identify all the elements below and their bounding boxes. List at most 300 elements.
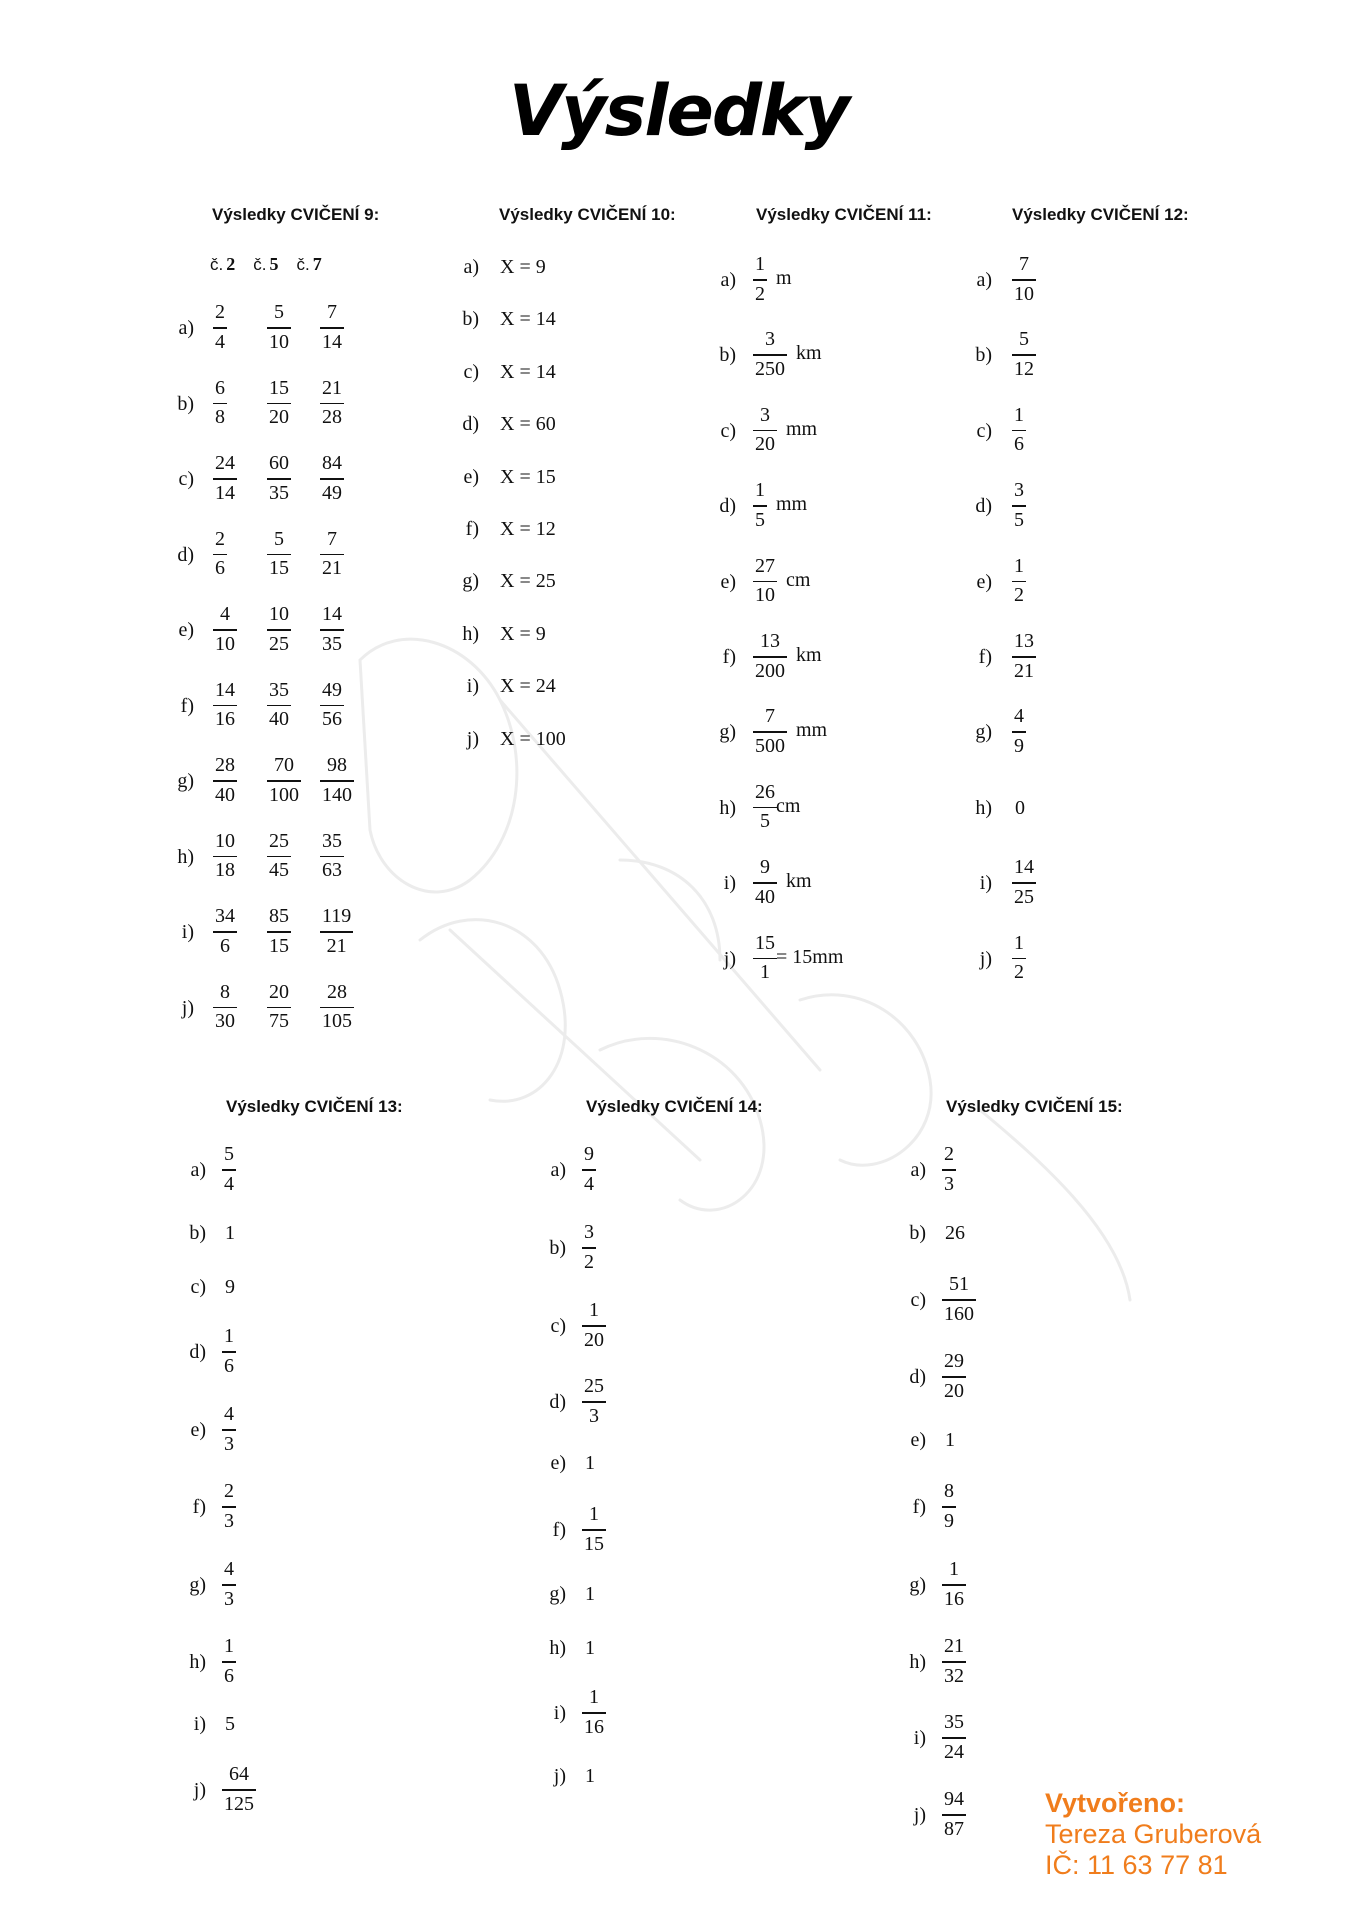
credit-title: Vytvořeno: — [1045, 1788, 1186, 1818]
fraction-bar — [1012, 581, 1026, 583]
fraction-ex11 — [753, 629, 787, 683]
fraction-bar — [213, 403, 227, 405]
fraction-bar — [267, 1007, 291, 1009]
denominator: 14 — [215, 481, 235, 504]
row-label: h) — [909, 1651, 926, 1673]
row-label: d) — [719, 495, 736, 518]
fraction-ex9 — [267, 451, 291, 505]
fraction-bar — [582, 1401, 606, 1403]
denominator: 140 — [322, 783, 352, 806]
section-header-ex13: Výsledky CVIČENÍ 13: — [226, 1097, 403, 1116]
numerator: 21 — [322, 376, 342, 399]
row-label: f) — [552, 1519, 566, 1541]
credit-id: IČ: 11 63 77 81 — [1045, 1850, 1228, 1880]
column-number: 5 — [269, 254, 279, 274]
row-label: j) — [466, 727, 479, 750]
fraction-bar — [942, 1506, 956, 1508]
denominator: 1 — [760, 961, 770, 984]
fraction-ex9 — [213, 300, 227, 354]
row-label: f) — [180, 694, 194, 717]
denominator: 9 — [944, 1509, 954, 1532]
denominator: 4 — [584, 1172, 594, 1195]
numerator: 4 — [224, 1403, 234, 1425]
equation-value: X = 14 — [500, 308, 556, 331]
row-label: e) — [720, 570, 736, 593]
denominator: 40 — [755, 885, 775, 908]
fraction-ex12 — [1012, 855, 1036, 909]
fraction-ex9 — [213, 602, 237, 656]
equation-value: X = 60 — [500, 413, 556, 436]
fraction-bar — [213, 327, 227, 329]
fraction-ex9 — [320, 904, 353, 958]
fraction-ex11 — [753, 704, 787, 758]
denominator: 6 — [215, 557, 225, 579]
denominator: 250 — [755, 357, 785, 380]
fraction-bar — [753, 731, 787, 733]
fraction-bar — [320, 705, 344, 707]
row-label: j) — [979, 947, 992, 970]
denominator: 2 — [1014, 584, 1024, 607]
row-label: a) — [190, 1159, 206, 1181]
fraction-bar — [753, 958, 777, 960]
numerator: 13 — [760, 630, 780, 652]
row-label: g) — [177, 770, 194, 792]
fraction-ex13 — [222, 1402, 236, 1456]
denominator: 20 — [755, 433, 775, 456]
fraction-ex9 — [267, 300, 291, 354]
row-label: c) — [178, 468, 194, 490]
fraction-ex13 — [222, 1479, 236, 1533]
numerator: 35 — [269, 678, 289, 701]
numerator: 1 — [589, 1686, 599, 1708]
fraction-ex9 — [320, 753, 354, 807]
numerator: 1 — [224, 1325, 234, 1347]
numerator: 4 — [220, 603, 230, 625]
numerator: 25 — [584, 1375, 604, 1397]
row-label: e) — [178, 619, 194, 641]
numerator: 5 — [274, 301, 284, 323]
fraction-bar — [753, 882, 777, 884]
denominator: 9 — [1014, 734, 1024, 757]
fraction-bar — [213, 554, 227, 556]
fraction-ex11 — [753, 855, 777, 909]
page-title: Výsledky — [508, 70, 849, 152]
numerator: 1 — [1014, 554, 1024, 577]
row-label: c) — [720, 419, 736, 442]
numerator: 26 — [755, 780, 775, 803]
numerator: 35 — [944, 1711, 964, 1733]
fraction-ex9 — [213, 451, 237, 505]
unit-label: mm — [796, 719, 828, 742]
denominator: 40 — [215, 783, 235, 806]
fraction-bar — [213, 856, 237, 858]
fraction-ex14 — [582, 1502, 606, 1556]
fraction-ex9 — [267, 904, 291, 958]
equation-value: X = 24 — [500, 675, 556, 698]
numerator: 27 — [755, 554, 775, 577]
numerator: 1 — [224, 1635, 234, 1657]
numerator: 15 — [755, 931, 775, 954]
numerator: 84 — [322, 452, 342, 474]
section-header-ex9: Výsledky CVIČENÍ 9: — [212, 205, 380, 224]
row-label: f) — [912, 1496, 926, 1518]
fraction-bar — [213, 629, 237, 631]
column-labels — [210, 254, 340, 275]
row-label: j) — [181, 996, 194, 1019]
column-number: 2 — [226, 254, 236, 274]
row-label: f) — [192, 1496, 206, 1518]
fraction-ex11 — [753, 327, 787, 381]
row-label: h) — [719, 796, 736, 819]
row-label: g) — [549, 1583, 566, 1605]
fraction-bar — [320, 780, 354, 782]
row-label: i) — [553, 1702, 566, 1724]
numerator: 1 — [949, 1558, 959, 1580]
numerator: 5 — [274, 527, 284, 550]
numerator: 7 — [1019, 253, 1029, 275]
fraction-bar — [267, 403, 291, 405]
fraction-ex9 — [213, 753, 237, 807]
fraction-ex15 — [942, 1710, 966, 1764]
row-label: f) — [465, 518, 479, 540]
fraction-ex9 — [213, 678, 237, 732]
row-label: b) — [177, 392, 194, 415]
fraction-bar — [222, 1429, 236, 1431]
row-label: h) — [975, 796, 992, 819]
denominator: 20 — [944, 1379, 964, 1402]
numerator: 1 — [755, 479, 765, 502]
numerator: 14 — [1014, 856, 1034, 879]
numerator: 14 — [322, 603, 342, 625]
denominator: 25 — [269, 632, 289, 655]
fraction-ex15 — [942, 1634, 966, 1688]
numerator: 21 — [944, 1635, 964, 1657]
row-label: j) — [913, 1804, 926, 1826]
fraction-bar — [753, 505, 767, 507]
numerator: 1 — [755, 253, 765, 275]
fraction-ex15 — [942, 1272, 976, 1326]
fraction-ex14 — [582, 1142, 596, 1196]
fraction-ex11 — [753, 931, 777, 985]
answer-value: 1 — [585, 1583, 595, 1605]
fraction-bar — [582, 1325, 606, 1327]
answer-value: 1 — [585, 1452, 595, 1474]
row-label: d) — [549, 1391, 566, 1413]
denominator: 3 — [944, 1172, 954, 1195]
row-label: g) — [462, 570, 479, 593]
denominator: 105 — [322, 1010, 352, 1032]
numerator: 7 — [765, 705, 775, 728]
fraction-bar — [753, 354, 787, 356]
fraction-ex11 — [753, 252, 767, 306]
numerator: 3 — [760, 403, 770, 426]
denominator: 3 — [589, 1404, 599, 1427]
fraction-ex12 — [1012, 327, 1036, 381]
numerator: 25 — [269, 829, 289, 852]
numerator: 2 — [215, 527, 225, 550]
numerator: 5 — [1019, 328, 1029, 351]
row-label: e) — [910, 1429, 926, 1451]
fraction-bar — [267, 856, 291, 858]
denominator: 28 — [322, 406, 342, 428]
denominator: 5 — [755, 508, 765, 531]
fraction-ex15 — [942, 1349, 966, 1403]
row-label: d) — [462, 413, 479, 436]
fraction-ex9 — [320, 527, 344, 581]
denominator: 8 — [215, 406, 225, 428]
numerator: 5 — [224, 1143, 234, 1165]
fraction-bar — [1012, 731, 1026, 733]
fraction-bar — [320, 403, 344, 405]
section-header-ex11: Výsledky CVIČENÍ 11: — [756, 205, 932, 224]
numerator: 20 — [269, 980, 289, 1003]
numerator: 24 — [215, 452, 235, 474]
answer-value: 1 — [945, 1429, 955, 1451]
equation-value: X = 15 — [500, 465, 556, 488]
row-label: f) — [722, 646, 736, 668]
row-label: i) — [913, 1727, 926, 1749]
numerator: 2 — [224, 1480, 234, 1502]
denominator: 6 — [1014, 433, 1024, 456]
column-label — [210, 255, 235, 274]
row-label: d) — [909, 1366, 926, 1388]
fraction-bar — [267, 554, 291, 556]
author-credit — [1045, 1788, 1261, 1881]
fraction-bar — [942, 1584, 966, 1586]
fraction-ex9 — [320, 602, 344, 656]
unit-label: km — [796, 644, 822, 666]
fraction-bar — [582, 1247, 596, 1249]
numerator: 9 — [584, 1143, 594, 1165]
denominator: 3 — [224, 1509, 234, 1532]
column-label — [296, 255, 321, 274]
fraction-ex14 — [582, 1374, 606, 1428]
fraction-ex15 — [942, 1557, 966, 1611]
row-label: e) — [463, 465, 479, 488]
fraction-ex14 — [582, 1685, 606, 1739]
numerator: 34 — [215, 905, 235, 927]
row-label: e) — [190, 1419, 206, 1441]
fraction-ex9 — [267, 602, 291, 656]
numerator: 15 — [269, 376, 289, 399]
fraction-ex9 — [320, 678, 344, 732]
fraction-bar — [320, 856, 344, 858]
fraction-bar — [1012, 656, 1036, 658]
denominator: 2 — [755, 282, 765, 305]
section-header-ex10: Výsledky CVIČENÍ 10: — [499, 205, 676, 224]
denominator: 21 — [322, 557, 342, 579]
fraction-bar — [1012, 882, 1036, 884]
row-label: a) — [720, 269, 736, 291]
denominator: 2 — [1014, 961, 1024, 984]
fraction-bar — [222, 1584, 236, 1586]
fraction-ex11 — [753, 780, 777, 834]
equation-value: X = 14 — [500, 360, 556, 383]
row-label: b) — [909, 1222, 926, 1244]
row-label: a) — [976, 269, 992, 291]
fraction-bar — [222, 1661, 236, 1663]
numerator: 10 — [269, 603, 289, 625]
row-label: j) — [193, 1779, 206, 1801]
unit-label: mm — [786, 417, 818, 440]
denominator: 20 — [269, 406, 289, 428]
fraction-ex9 — [213, 376, 227, 430]
numerator: 3 — [765, 328, 775, 351]
unit-label: cm — [776, 794, 801, 817]
fraction-bar — [753, 656, 787, 658]
fraction-ex12 — [1012, 554, 1026, 608]
denominator: 5 — [760, 810, 770, 833]
row-label: g) — [975, 721, 992, 744]
denominator: 4 — [224, 1172, 234, 1195]
fraction-bar — [222, 1169, 236, 1171]
numerator: 1 — [589, 1503, 599, 1525]
fraction-bar — [320, 478, 344, 480]
fraction-ex9 — [320, 300, 344, 354]
row-label: a) — [463, 256, 479, 278]
numerator: 10 — [215, 829, 235, 852]
row-label: b) — [189, 1222, 206, 1244]
numerator: 64 — [229, 1763, 249, 1785]
fraction-ex12 — [1012, 252, 1036, 306]
credit-name: Tereza Gruberová — [1045, 1819, 1262, 1849]
fraction-ex9 — [267, 678, 291, 732]
fraction-bar — [753, 807, 777, 809]
answer-value: 1 — [225, 1222, 235, 1244]
fraction-bar — [222, 1351, 236, 1353]
equation-value: X = 12 — [500, 518, 556, 540]
row-label: c) — [190, 1276, 206, 1298]
denominator: 3 — [224, 1587, 234, 1610]
fraction-bar — [213, 931, 237, 933]
row-label: e) — [550, 1452, 566, 1474]
fraction-ex9 — [213, 527, 227, 581]
column-number: 7 — [312, 254, 322, 274]
row-label: c) — [910, 1289, 926, 1311]
numerator: 49 — [322, 678, 342, 701]
unit-label: cm — [786, 568, 811, 591]
fraction-bar — [753, 430, 777, 432]
fraction-bar — [222, 1506, 236, 1508]
unit-label: mm — [776, 493, 808, 516]
row-label: g) — [909, 1574, 926, 1596]
fraction-bar — [267, 478, 291, 480]
row-label: a) — [178, 317, 194, 339]
denominator: 30 — [215, 1010, 235, 1032]
section-header-ex12: Výsledky CVIČENÍ 12: — [1012, 205, 1189, 224]
row-label: i) — [193, 1713, 206, 1735]
fraction-ex9 — [267, 376, 291, 430]
numerator: 6 — [215, 376, 225, 399]
fraction-bar — [753, 279, 767, 281]
denominator: 25 — [1014, 885, 1034, 908]
fraction-bar — [1012, 354, 1036, 356]
numerator: 13 — [1014, 630, 1034, 652]
unit-label: m — [776, 267, 792, 289]
fraction-bar — [582, 1712, 606, 1714]
fraction-bar — [213, 478, 237, 480]
denominator: 15 — [269, 557, 289, 579]
section-header-ex14: Výsledky CVIČENÍ 14: — [586, 1097, 763, 1116]
denominator: 18 — [215, 859, 235, 881]
numerator: 9 — [760, 856, 770, 879]
denominator: 75 — [269, 1010, 289, 1032]
fraction-ex12 — [1012, 478, 1026, 532]
row-label: d) — [177, 543, 194, 566]
denominator: 20 — [584, 1328, 604, 1351]
row-label: a) — [550, 1159, 566, 1181]
answer-value: 26 — [945, 1222, 965, 1244]
denominator: 32 — [944, 1664, 964, 1687]
numerator: 14 — [215, 678, 235, 701]
unit-label: km — [786, 870, 812, 893]
denominator: 15 — [584, 1532, 604, 1555]
row-label: c) — [550, 1315, 566, 1337]
fraction-bar — [942, 1814, 966, 1816]
equation-value: X = 9 — [500, 622, 546, 645]
row-label: j) — [553, 1765, 566, 1787]
row-label: i) — [466, 675, 479, 698]
row-label: h) — [549, 1637, 566, 1659]
fraction-bar — [582, 1529, 606, 1531]
denominator: 40 — [269, 708, 289, 730]
denominator: 6 — [224, 1664, 234, 1687]
row-label: b) — [549, 1237, 566, 1259]
row-label: h) — [462, 622, 479, 645]
row-label: e) — [976, 570, 992, 593]
numerator: 98 — [327, 754, 347, 776]
numerator: 2 — [944, 1143, 954, 1165]
numerator: 94 — [944, 1788, 964, 1810]
fraction-ex15 — [942, 1479, 956, 1533]
numerator: 7 — [327, 527, 337, 550]
fraction-ex9 — [320, 376, 344, 430]
fraction-bar — [267, 629, 291, 631]
fraction-ex11 — [753, 403, 777, 457]
fraction-bar — [267, 327, 291, 329]
answer-value: 0 — [1015, 796, 1025, 819]
fraction-ex15 — [942, 1787, 966, 1841]
fraction-ex13 — [222, 1324, 236, 1378]
denominator: 5 — [1014, 508, 1024, 531]
numerator: 4 — [224, 1558, 234, 1580]
fraction-bar — [222, 1789, 256, 1791]
denominator: 2 — [584, 1250, 594, 1273]
fraction-bar — [1012, 505, 1026, 507]
denominator: 24 — [944, 1740, 964, 1763]
fraction-ex9 — [267, 753, 301, 807]
fraction-bar — [942, 1661, 966, 1663]
fraction-ex12 — [1012, 629, 1036, 683]
numerator: 1 — [1014, 403, 1024, 426]
fraction-bar — [1012, 958, 1026, 960]
row-label: i) — [181, 921, 194, 943]
numerator: 3 — [584, 1221, 594, 1243]
denominator: 6 — [220, 934, 230, 957]
numerator: 4 — [1014, 705, 1024, 728]
fraction-bar — [1012, 279, 1036, 281]
row-label: c) — [463, 360, 479, 383]
numerator: 51 — [949, 1273, 969, 1295]
fraction-bar — [320, 1007, 354, 1009]
fraction-bar — [213, 705, 237, 707]
numerator: 28 — [215, 754, 235, 776]
fraction-ex9 — [320, 829, 344, 883]
denominator: 4 — [215, 330, 225, 353]
fraction-ex13 — [222, 1142, 236, 1196]
row-label: h) — [177, 845, 194, 868]
denominator: 49 — [322, 481, 342, 504]
